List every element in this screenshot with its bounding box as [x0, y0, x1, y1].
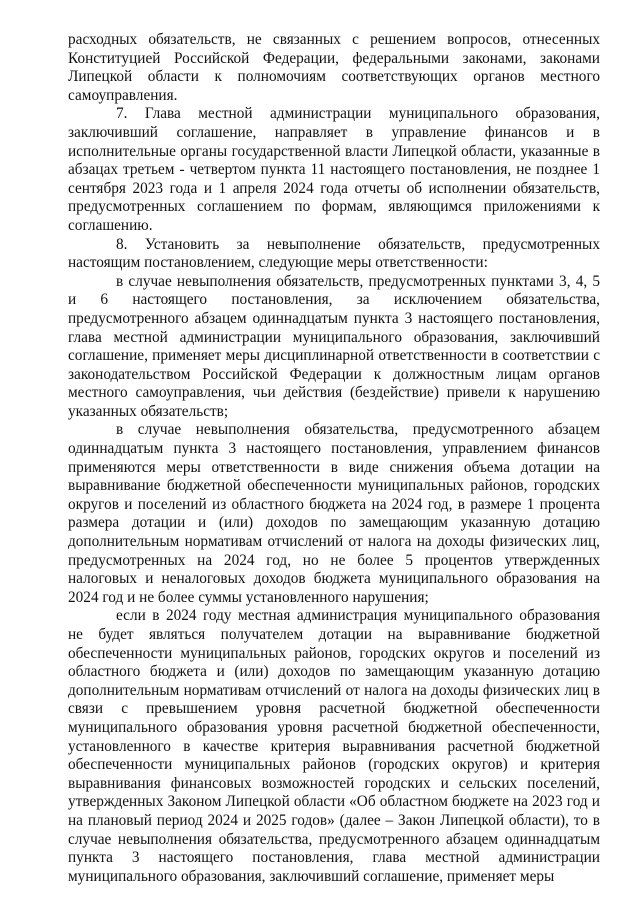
paragraph-measure-non-recipient: если в 2024 году местная администрация муниципального образования не будет являться получателем дотации на выравнивание бюджетной обеспеченности муниципальных районов, городских округов и поселений из областного бюджета и (или) доходов по замещающим указанную дотацию дополнительным нормативам отчислений от налога на доходы физических лиц в связи с превышением уровня расчетной бюджетной обеспеченности муниципального образования уровня расчетной бюджетной обеспеченности, установленного в качестве критерия выравнивания расчетной бюджетной обеспеченности муниципальных районов (городских округов) и критерия выравнивания финансовых возможностей городских и сельских поселений, утвержденных Законом Липецкой области «Об областном бюджете на 2023 год и на плановый период 2024 и 2025 годов» (далее – Закон Липецкой области), то в случае невыполнения обязательства, предусмотренного абзацем одиннадцатым пункта 3 настоящего постановления, глава местной администрации муниципального образования, заключивший соглашение, применяет меры: [68, 607, 600, 885]
paragraph-item-8: 8. Установить за невыполнение обязательств, предусмотренных настоящим постановлением, следующие меры ответственности:: [68, 235, 600, 272]
paragraph-measure-discipline: в случае невыполнения обязательств, предусмотренных пунктами 3, 4, 5 и 6 настоящего постановления, за исключением обязательства, предусмотренного абзацем одиннадцатым пункта 3 настоящего постановления, глава местной администрации муниципального образования, заключивший соглашение, применяет меры дисциплинарной ответственности в соответствии с законодательством Российской Федерации к должностным лицам органов местного самоуправления, чьи действия (бездействие) привели к нарушению указанных обязательств;: [68, 272, 600, 420]
document-body: [68, 31, 600, 886]
paragraph-measure-subsidy-reduction: в случае невыполнения обязательства, предусмотренного абзацем одиннадцатым пункта 3 настоящего постановления, управлением финансов применяются меры ответственности в виде снижения объема дотации на выравнивание бюджетной обеспеченности муниципальных районов, городских округов и поселений из областного бюджета на 2024 год, в размере 1 процента размера дотации и (или) доходов по замещающим указанную дотацию дополнительным нормативам отчислений от налога на доходы физических лиц, предусмотренных на 2024 год, но не более 5 процентов утвержденных налоговых и неналоговых доходов бюджета муниципального образования на 2024 год и не более суммы установленного нарушения;: [68, 421, 600, 606]
paragraph-item-7: 7. Глава местной администрации муниципального образования, заключивший соглашение, направляет в управление финансов и в исполнительные органы государственной власти Липецкой области, указанные в абзацах третьем - четвертом пункта 11 настоящего постановления, не позднее 1 сентября 2023 года и 1 апреля 2024 года отчеты об исполнении обязательств, предусмотренных соглашением по формам, являющимся приложениями к соглашению.: [68, 105, 600, 234]
paragraph-continuation: расходных обязательств, не связанных с решением вопросов, отнесенных Конституцией Российской Федерации, федеральными законами, законами Липецкой области к полномочиям соответствующих органов местного самоуправления.: [68, 31, 600, 104]
